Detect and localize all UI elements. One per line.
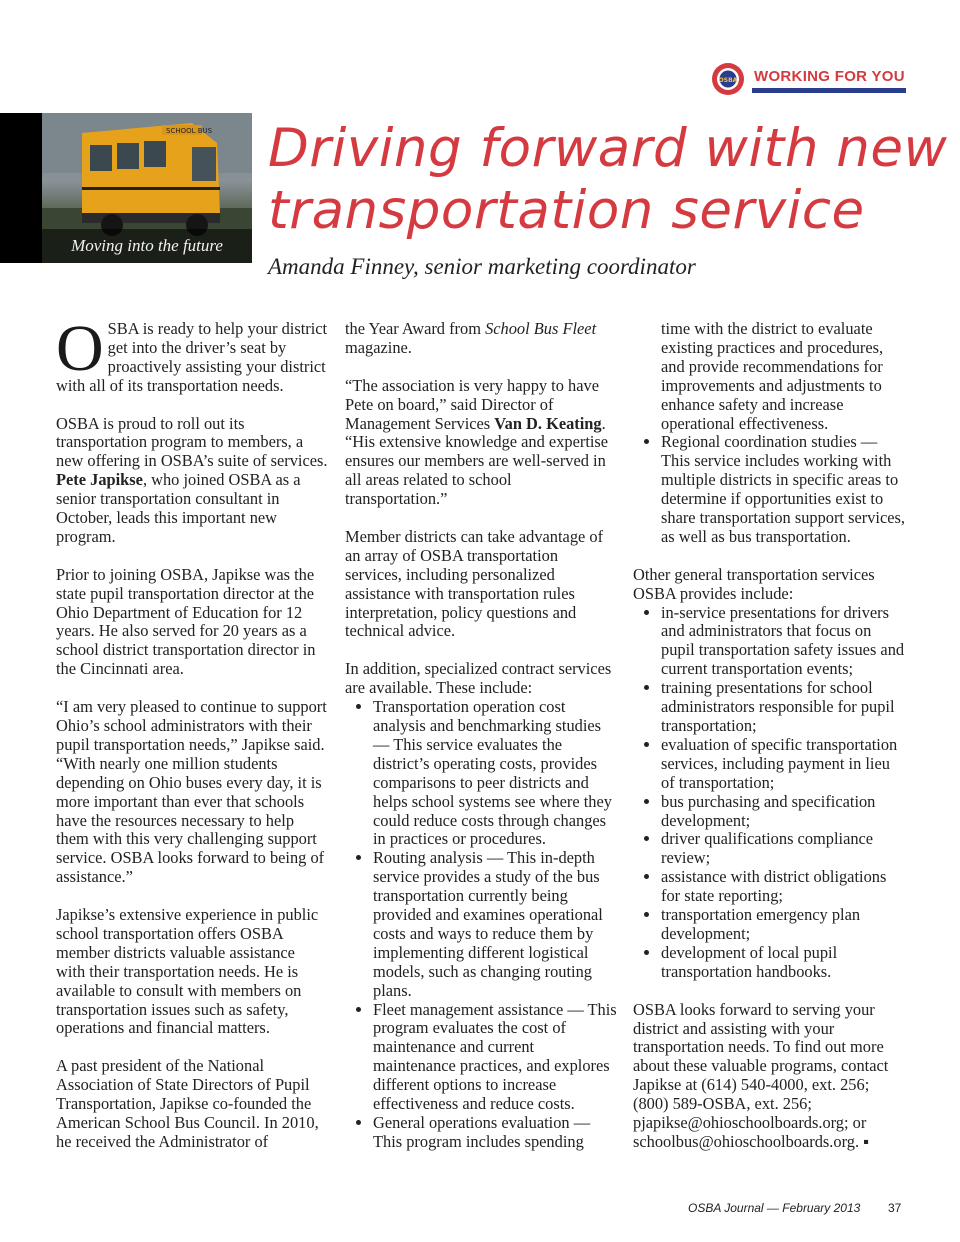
list-item: • Regional coordination studies — This service includes working with multiple districts in specific areas to determine if opportunities exist to share transportation support services, as well as bus transportation.: [661, 433, 905, 546]
paragraph-text: “The association is very happy to have Pete on board,” said Director of Management Services: [345, 375, 599, 433]
list-item: • Transportation operation cost analysis and benchmarking studies — This service evaluates the district’s operating costs, provides comparisons to peer districts and helps school systems see where they could reduce costs through changes in practices or procedures.: [373, 698, 617, 849]
intro-paragraph: [56, 312, 328, 396]
headline-line-2: transportation service: [268, 180, 865, 241]
byline: Amanda Finney, senior marketing coordinator: [268, 254, 696, 279]
article-column-2: [345, 320, 617, 1171]
list-item: • General operations evaluation — This program includes spending: [373, 1114, 617, 1152]
bus-sign-text: SCHOOL BUS: [166, 127, 213, 135]
contract-services-list: [345, 698, 617, 1152]
paragraph-text: the Year Award from: [345, 319, 486, 338]
journal-footer: OSBA Journal — February 2013: [688, 1201, 861, 1215]
paragraph: Prior to joining OSBA, Japikse was the state pupil transportation director at the Ohio Department of Education for 12 years. He also served for 20 years as a school district transportation director in the Cincinnati area.: [56, 564, 316, 679]
paragraph: A past president of the National Association of State Directors of Pupil Transportation, Japikse co-founded the American School Bus Council. In 2010, he received the Administrator of: [56, 1056, 319, 1151]
general-services-list: [633, 604, 905, 982]
list-item: • assistance with district obligations for state reporting;: [661, 868, 905, 906]
seal-text: OSBA: [718, 77, 738, 84]
paragraph: In addition, specialized contract services are available. These include:: [345, 659, 612, 698]
paragraph-text: magazine.: [345, 337, 412, 357]
paragraph-text: OSBA is proud to roll out its transportation program to members, a new offering in OSBA’s suite of services.: [56, 413, 328, 471]
person-name: Pete Japikse: [56, 470, 143, 490]
dropcap: O: [56, 312, 104, 385]
list-item: • Fleet management assistance — This program evaluates the cost of maintenance and current maintenance practices, and explores different options to increase effectiveness and reduce costs.: [373, 1001, 617, 1114]
contract-services-list-cont: [633, 433, 905, 546]
section-rule: [752, 88, 906, 93]
photo-caption: Moving into the future: [42, 229, 252, 263]
section-label: WORKING FOR YOU: [754, 68, 905, 85]
paragraph: [345, 320, 617, 358]
quote-paragraph: “I am very pleased to continue to support Ohio’s school administrators with their pupil transportation needs,” Japikse said. “With nearly one million students depending on Ohio buses every day, it is more important than ever that schools have the resources necessary to help them with this very challenging support service. OSBA looks forward to being of assistance.”: [56, 697, 327, 887]
list-item: • Routing analysis — This in-depth service provides a study of the bus transportation currently being provided and examines operational costs and ways to reduce them by implementing different logistical models, such as changing routing plans.: [373, 849, 617, 1000]
list-item: • training presentations for school administrators responsible for pupil transportation;: [661, 679, 905, 736]
list-item: • transportation emergency plan development;: [661, 906, 905, 944]
person-name: Van D. Keating: [494, 413, 602, 433]
list-item: • evaluation of specific transportation services, including payment in lieu of transportation;: [661, 736, 905, 793]
paragraph-text: . “His extensive knowledge and expertise ensures our members are well-served in all areas related to school transportation.”: [345, 413, 609, 509]
publication-name: School Bus Fleet: [485, 319, 597, 338]
page-number: 37: [888, 1201, 902, 1215]
headline-line-1: Driving forward with new: [268, 118, 948, 179]
article-column-3: [633, 320, 905, 1171]
school-bus-photo: [42, 113, 252, 263]
list-item: • driver qualifications compliance review;: [661, 830, 905, 868]
paragraph: [56, 415, 328, 547]
list-item: • development of local pupil transportation handbooks.: [661, 944, 905, 982]
intro-text: SBA is ready to help your district get into the driver’s seat by proactively assisting your district with all of its transportation needs.: [56, 319, 328, 395]
black-edge-tab: [0, 113, 42, 263]
list-item: • in-service presentations for drivers and administrators that focus on pupil transportation safety issues and current transportation events;: [661, 604, 905, 680]
list-item: • bus purchasing and specification development;: [661, 793, 905, 831]
paragraph: Member districts can take advantage of an array of OSBA transportation services, including personalized assistance with transportation rules interpretation, policy questions and technical advice.: [345, 526, 604, 641]
closing-paragraph: OSBA looks forward to serving your district and assisting with your transportation needs. To find out more about these valuable programs, contact Japikse at (614) 540-4000, ext. 256; (800) 589-OSBA, ext. 256; pjapikse@ohioschoolboards.org; or schoolbus@ohioschoolboards.org. ▪: [633, 999, 889, 1151]
paragraph: Other general transportation services OSBA provides include:: [633, 564, 875, 603]
headline: [268, 118, 948, 242]
paragraph: Japikse’s extensive experience in public school transportation offers OSBA member districts valuable assistance with their transportation needs. He is available to consult with members on transportation issues such as safety, operations and financial matters.: [56, 905, 319, 1038]
article-column-1: [56, 312, 328, 1171]
quote-paragraph: [345, 377, 617, 509]
osba-seal-icon: [706, 62, 750, 96]
section-badge: [706, 62, 906, 96]
paragraph-text: , who joined OSBA as a senior transportation consultant in October, leads this important new program.: [56, 470, 301, 546]
list-item-continuation: time with the district to evaluate existing practices and procedures, and provide recommendations for improvements and adjustments to enhance safety and increase operational effectiveness.: [661, 319, 884, 433]
